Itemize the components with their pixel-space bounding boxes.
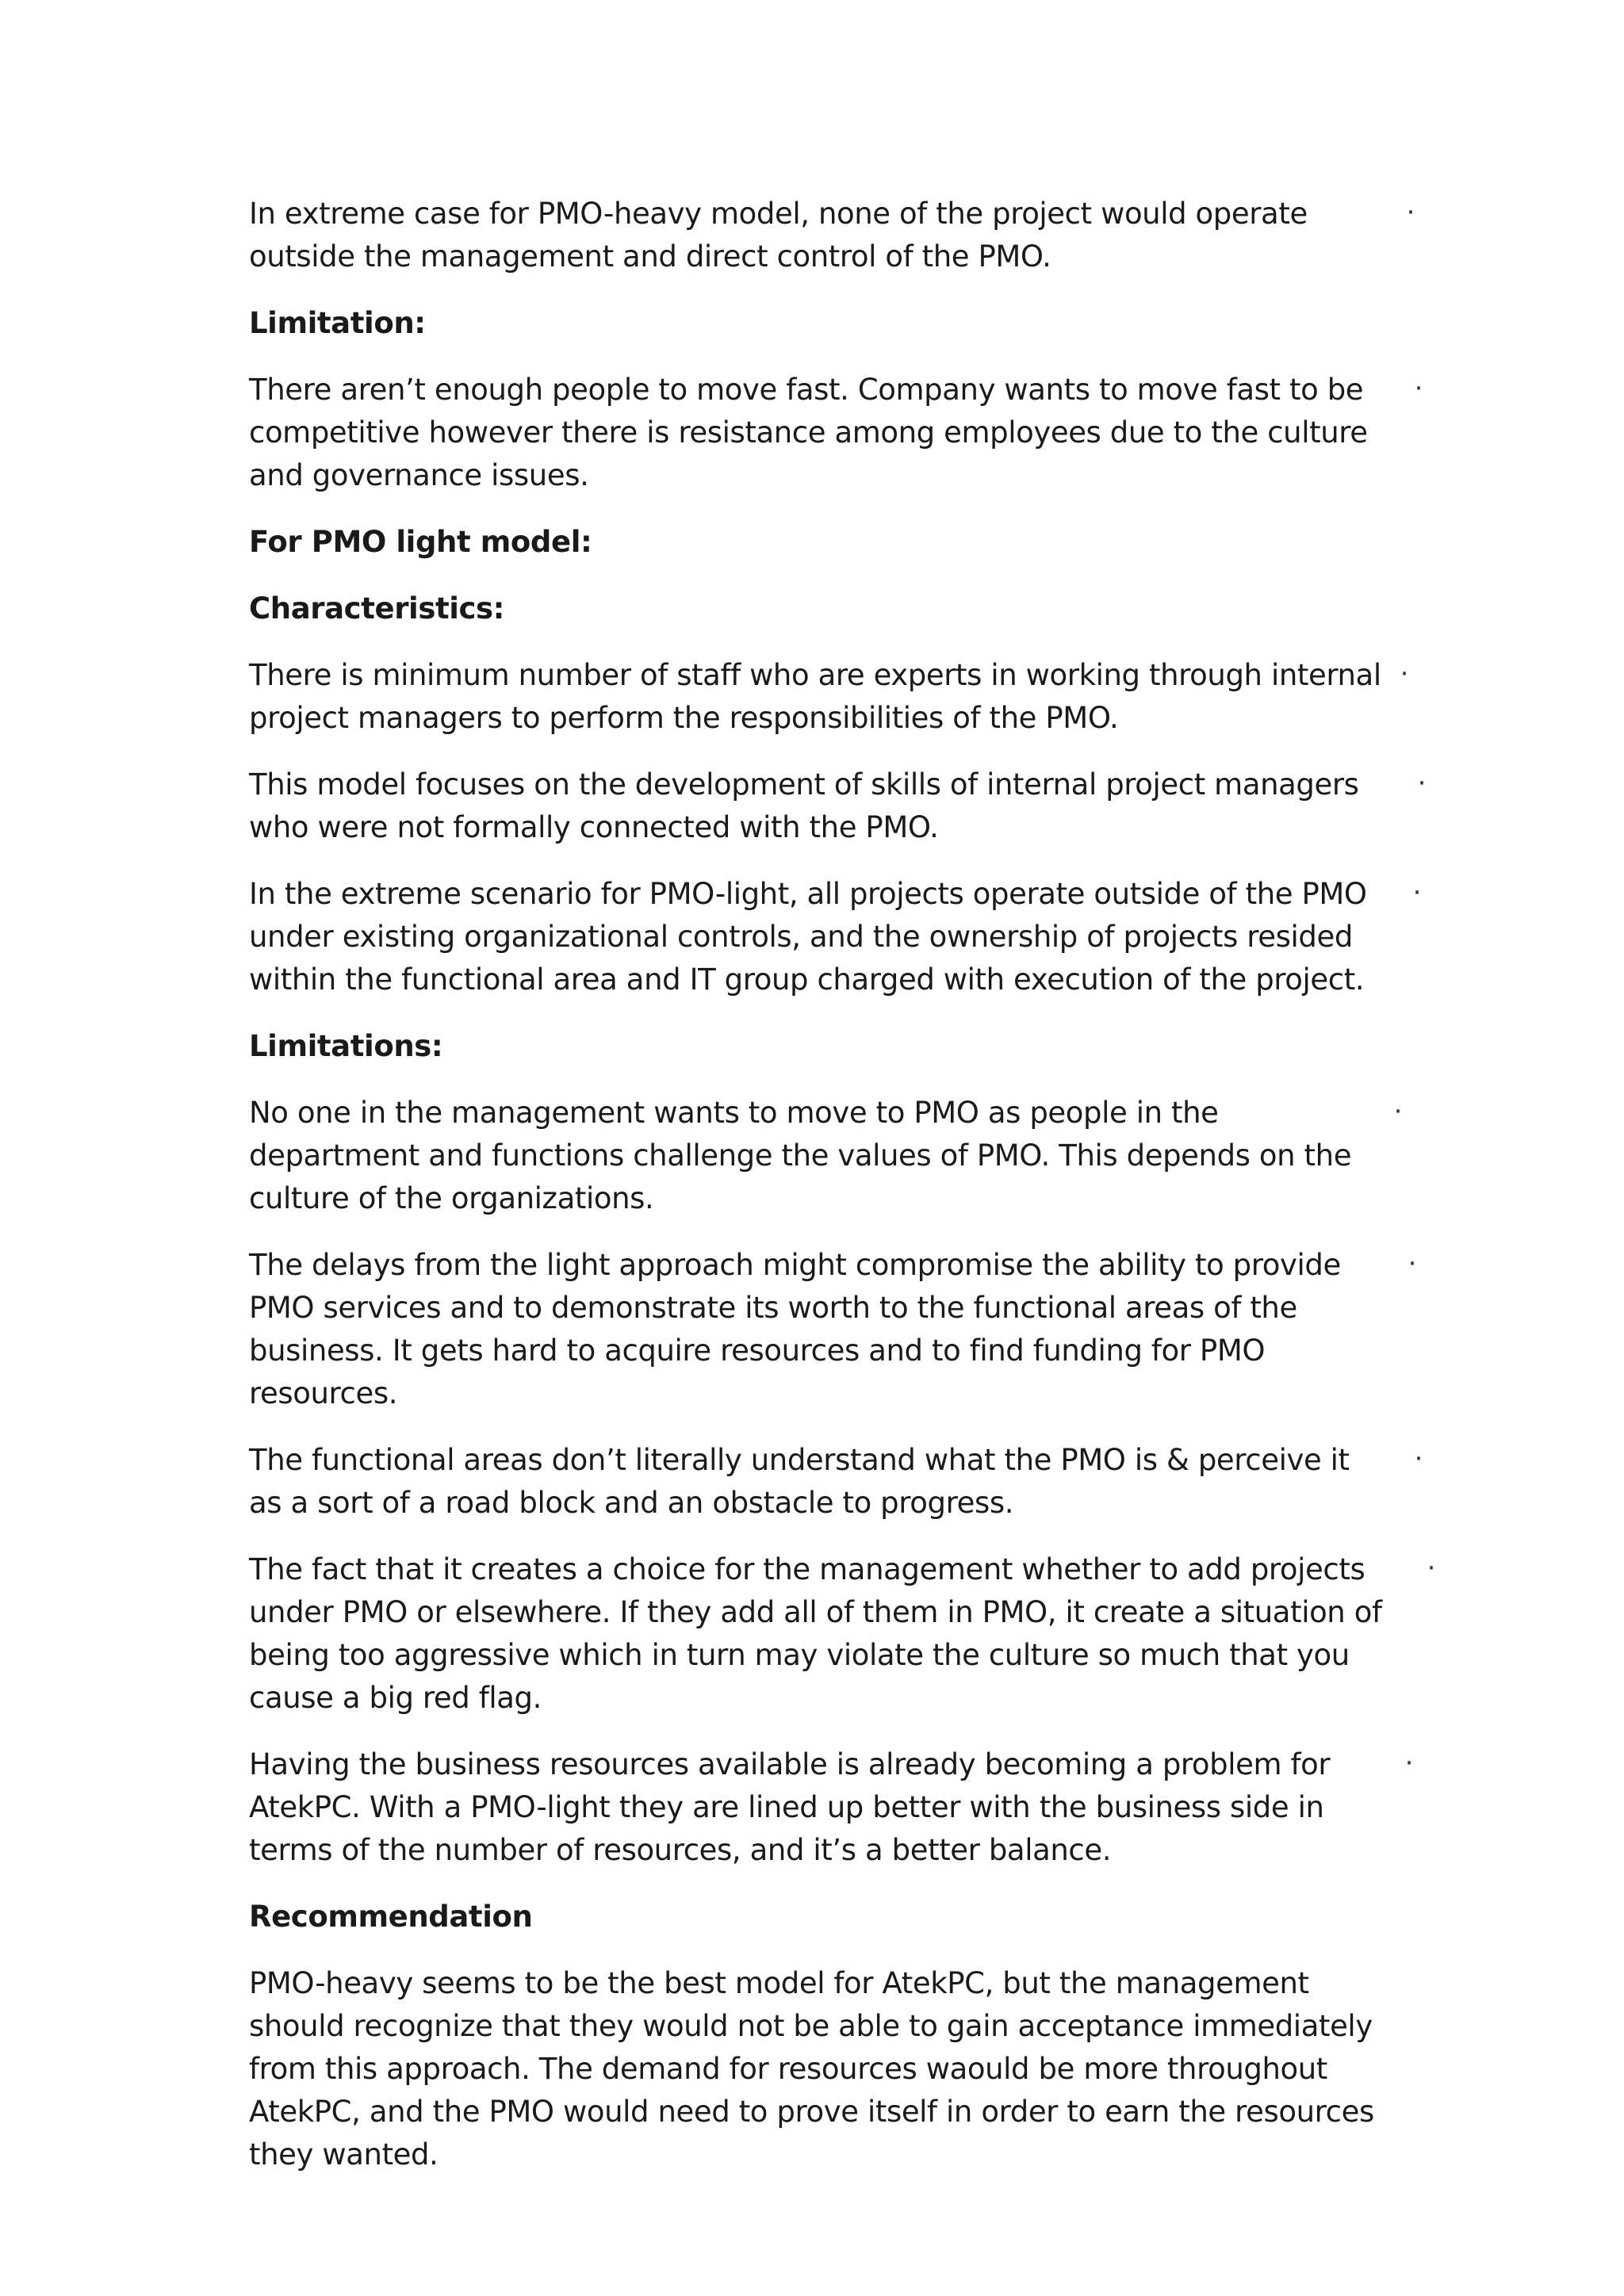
paragraph-text: In the extreme scenario for PMO-light, all projects operate outside of the PMO under existing organizational controls, and the ownership of projects resided within the functional area and IT group charged with execution of the project. (249, 877, 1367, 997)
paragraph-text: This model focuses on the development of skills of internal project managers who were not formally connected with the PMO. (249, 767, 1359, 844)
heading-recommendation: Recommendation (249, 1900, 533, 1934)
paragraph-light-delays (249, 1244, 1416, 1415)
document-body (249, 193, 1435, 2200)
paragraph-marker: · (1414, 373, 1423, 404)
paragraph-marker: · (1414, 1443, 1423, 1475)
paragraph-business-resources (249, 1743, 1413, 1872)
paragraph-marker: · (1408, 1248, 1416, 1280)
paragraph-marker: · (1417, 767, 1426, 799)
paragraph-marker: · (1393, 1096, 1402, 1127)
heading-characteristics: Characteristics: (249, 591, 505, 626)
paragraph-text: There is minimum number of staff who are experts in working through internal project managers to perform the responsibilities of the PMO. (249, 658, 1381, 735)
heading-limitations: Limitations: (249, 1029, 443, 1063)
paragraph-text: In extreme case for PMO-heavy model, none of the project would operate outside the management and direct control of the PMO. (249, 197, 1308, 274)
paragraph-marker: · (1400, 658, 1408, 690)
paragraph-text: The delays from the light approach might compromise the ability to provide PMO services and to demonstrate its worth to the functional areas of the business. It gets hard to acquire resources and to find funding for PMO resources. (249, 1248, 1341, 1410)
paragraph-text: No one in the management wants to move to PMO as people in the department and functions challenge the values of PMO. This depends on the culture of the organizations. (249, 1096, 1352, 1215)
paragraph-text: There aren’t enough people to move fast. Company wants to move fast to be competitive however there is resistance among employees due to the culture and governance issues. (249, 373, 1368, 492)
heading-limitation: Limitation: (249, 306, 426, 340)
paragraph-text: The fact that it creates a choice for the management whether to add projects under PMO or elsewhere. If they add all of them in PMO, it create a situation of being too aggressive which in turn may violate the culture so much that you cause a big red flag. (249, 1552, 1382, 1715)
paragraph-functional-areas (249, 1439, 1423, 1525)
paragraph-skill-development (249, 763, 1426, 849)
paragraph-limitation-heavy (249, 369, 1423, 497)
paragraph-pmo-heavy-extreme (249, 193, 1415, 278)
paragraph-marker: · (1406, 197, 1415, 228)
paragraph-marker: · (1427, 1552, 1435, 1584)
paragraph-management-choice (249, 1548, 1435, 1720)
paragraph-recommendation (249, 1962, 1399, 2176)
paragraph-marker: · (1412, 877, 1421, 909)
paragraph-text: The functional areas don’t literally understand what the PMO is & perceive it as a sort of a road block and an obstacle to progress. (249, 1443, 1350, 1520)
paragraph-management-resistance (249, 1092, 1402, 1220)
paragraph-pmo-light-extreme (249, 873, 1421, 1001)
paragraph-text: PMO-heavy seems to be the best model for AtekPC, but the management should recognize that they would not be able to gain acceptance immediately from this approach. The demand for resources waould be more throughout AtekPC, and the PMO would need to prove itself in order to earn the resources they wanted. (249, 1966, 1374, 2172)
paragraph-marker: · (1404, 1747, 1413, 1779)
heading-pmo-light-model: For PMO light model: (249, 525, 592, 559)
paragraph-text: Having the business resources available is already becoming a problem for AtekPC. With a PMO-light they are lined up better with the business side in terms of the number of resources, and it’s a better balance. (249, 1747, 1331, 1867)
paragraph-minimum-staff (249, 654, 1408, 740)
